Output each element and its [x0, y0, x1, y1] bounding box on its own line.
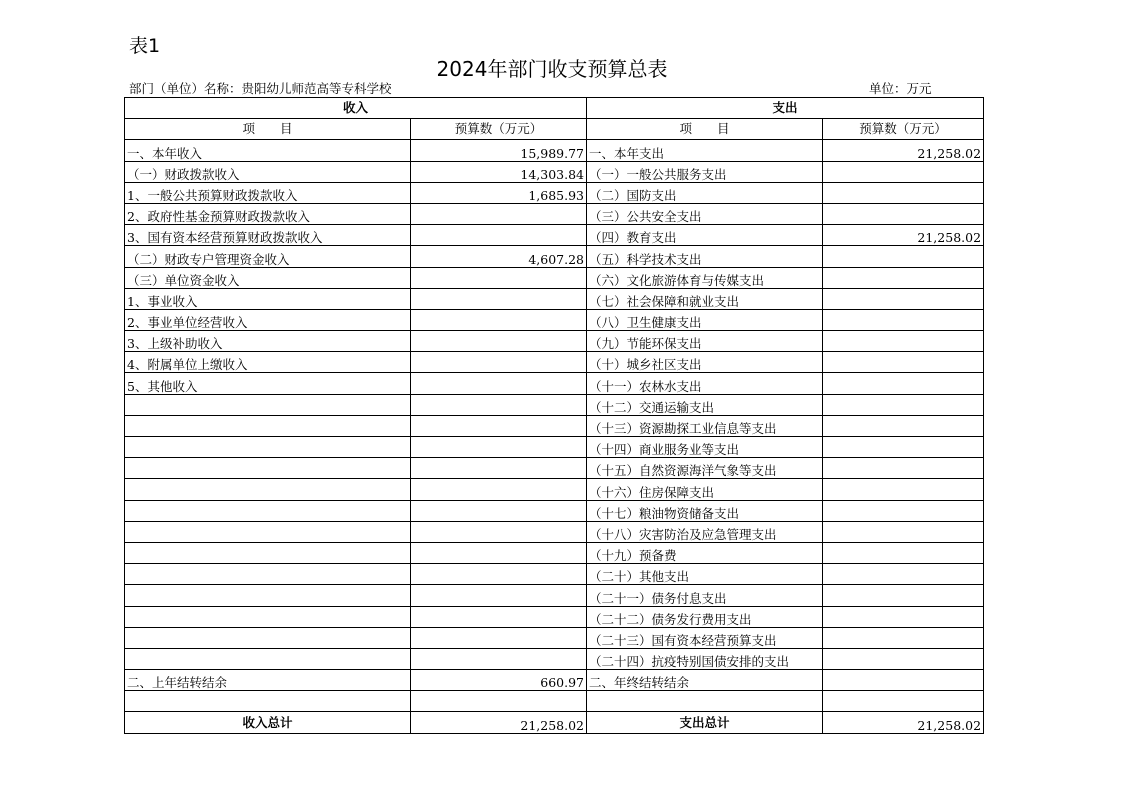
table-row — [125, 606, 984, 627]
income-item-cell: （二）财政专户管理资金收入 — [125, 246, 411, 267]
table-row — [125, 331, 984, 352]
expense-header: 支出 — [587, 98, 984, 119]
income-amount-cell: 4,607.28 — [411, 246, 587, 267]
section-header-row — [125, 98, 984, 119]
income-item-cell: 3、上级补助收入 — [125, 331, 411, 352]
expense-amount-cell — [823, 309, 984, 330]
table-row — [125, 542, 984, 563]
income-item-cell: 2、政府性基金预算财政拨款收入 — [125, 203, 411, 224]
table-row — [125, 394, 984, 415]
income-item-cell: （一）财政拨款收入 — [125, 161, 411, 182]
income-item-cell — [125, 585, 411, 606]
totals-row — [125, 712, 984, 733]
expense-amount-cell — [823, 331, 984, 352]
expense-amount-cell — [823, 203, 984, 224]
table-body — [125, 98, 984, 734]
table-row — [125, 564, 984, 585]
expense-amount-cell — [823, 670, 984, 691]
expense-item-cell: （二十四）抗疫特别国债安排的支出 — [587, 648, 823, 669]
table-row — [125, 648, 984, 669]
income-item-cell: 4、附属单位上缴收入 — [125, 352, 411, 373]
expense-amount-cell — [823, 373, 984, 394]
income-header: 收入 — [125, 98, 587, 119]
income-amount-cell — [411, 203, 587, 224]
expense-item-cell: （十）城乡社区支出 — [587, 352, 823, 373]
expense-amount-cell — [823, 585, 984, 606]
expense-item-cell: （五）科学技术支出 — [587, 246, 823, 267]
income-amount-cell — [411, 437, 587, 458]
table-row — [125, 140, 984, 161]
expense-item-cell: （十七）粮油物资储备支出 — [587, 500, 823, 521]
income-item-cell — [125, 564, 411, 585]
expense-item-cell: 一、本年支出 — [587, 140, 823, 161]
expense-item-cell: （二）国防支出 — [587, 182, 823, 203]
income-amount-cell — [411, 479, 587, 500]
income-item-cell: 1、一般公共预算财政拨款收入 — [125, 182, 411, 203]
table-row — [125, 585, 984, 606]
table-row — [125, 182, 984, 203]
expense-item-cell: （二十二）债务发行费用支出 — [587, 606, 823, 627]
expense-item-cell: （一）一般公共服务支出 — [587, 161, 823, 182]
income-item-cell — [125, 458, 411, 479]
income-item-cell: 5、其他收入 — [125, 373, 411, 394]
expense-amount-cell — [823, 246, 984, 267]
income-amount-cell: 14,303.84 — [411, 161, 587, 182]
expense-item-cell: （十九）预备费 — [587, 542, 823, 563]
income-amount-cell — [411, 627, 587, 648]
expense-amount-cell — [823, 161, 984, 182]
expense-amount-cell — [823, 627, 984, 648]
table-row — [125, 670, 984, 691]
income-amount-cell — [411, 267, 587, 288]
income-total-amount: 21,258.02 — [411, 712, 587, 733]
expense-item-cell: （八）卫生健康支出 — [587, 309, 823, 330]
income-amount-cell — [411, 521, 587, 542]
expense-item-cell: （十六）住房保障支出 — [587, 479, 823, 500]
income-amount-cell — [411, 458, 587, 479]
expense-amount-cell — [823, 691, 984, 712]
income-item-cell — [125, 691, 411, 712]
income-item-cell — [125, 627, 411, 648]
expense-item-cell: （二十一）债务付息支出 — [587, 585, 823, 606]
income-item-cell — [125, 606, 411, 627]
expense-amount-cell — [823, 648, 984, 669]
sheet-label: 表1 — [129, 35, 161, 57]
income-amount-cell — [411, 606, 587, 627]
expense-item-cell: （七）社会保障和就业支出 — [587, 288, 823, 309]
expense-item-cell: （四）教育支出 — [587, 225, 823, 246]
page-title: 2024年部门收支预算总表 — [436, 57, 668, 81]
table-row — [125, 437, 984, 458]
income-item-cell — [125, 648, 411, 669]
table-row — [125, 521, 984, 542]
expense-amount-cell: 21,258.02 — [823, 225, 984, 246]
table-row — [125, 479, 984, 500]
expense-item-cell — [587, 691, 823, 712]
expense-amount-cell — [823, 458, 984, 479]
expense-amount-cell — [823, 437, 984, 458]
income-amount-cell — [411, 225, 587, 246]
expense-item-header: 项 目 — [587, 119, 823, 140]
income-item-cell — [125, 437, 411, 458]
expense-total-amount: 21,258.02 — [823, 712, 984, 733]
expense-item-cell: 二、年终结转结余 — [587, 670, 823, 691]
expense-amount-cell — [823, 182, 984, 203]
expense-item-cell: （二十）其他支出 — [587, 564, 823, 585]
expense-item-cell: （十三）资源勘探工业信息等支出 — [587, 415, 823, 436]
income-amount-cell: 15,989.77 — [411, 140, 587, 161]
expense-amount-cell — [823, 479, 984, 500]
income-amount-cell — [411, 309, 587, 330]
income-amount-cell: 1,685.93 — [411, 182, 587, 203]
income-amount-cell — [411, 415, 587, 436]
income-amount-cell — [411, 542, 587, 563]
expense-item-cell: （二十三）国有资本经营预算支出 — [587, 627, 823, 648]
expense-amount-cell — [823, 606, 984, 627]
expense-amount-cell — [823, 500, 984, 521]
income-amount-cell — [411, 585, 587, 606]
expense-amount-cell — [823, 542, 984, 563]
expense-amount-cell — [823, 267, 984, 288]
income-item-cell — [125, 500, 411, 521]
table-row — [125, 267, 984, 288]
expense-item-cell: （十八）灾害防治及应急管理支出 — [587, 521, 823, 542]
table-row — [125, 691, 984, 712]
income-amount-cell — [411, 648, 587, 669]
expense-amount-header: 预算数（万元） — [823, 119, 984, 140]
income-total-label: 收入总计 — [125, 712, 411, 733]
table-row — [125, 373, 984, 394]
income-item-cell: 3、国有资本经营预算财政拨款收入 — [125, 225, 411, 246]
income-amount-cell — [411, 500, 587, 521]
table-row — [125, 161, 984, 182]
table-row — [125, 203, 984, 224]
budget-summary-table — [124, 97, 984, 734]
column-header-row — [125, 119, 984, 140]
income-amount-cell — [411, 331, 587, 352]
income-amount-cell — [411, 691, 587, 712]
expense-item-cell: （十五）自然资源海洋气象等支出 — [587, 458, 823, 479]
table-row — [125, 500, 984, 521]
expense-amount-cell — [823, 564, 984, 585]
expense-item-cell: （九）节能环保支出 — [587, 331, 823, 352]
income-amount-cell: 660.97 — [411, 670, 587, 691]
income-amount-cell — [411, 564, 587, 585]
expense-amount-cell: 21,258.02 — [823, 140, 984, 161]
income-amount-cell — [411, 288, 587, 309]
income-item-cell — [125, 415, 411, 436]
table-row — [125, 309, 984, 330]
department-name: 部门（单位）名称：贵阳幼儿师范高等专科学校 — [129, 81, 392, 96]
expense-item-cell: （三）公共安全支出 — [587, 203, 823, 224]
expense-amount-cell — [823, 352, 984, 373]
income-item-cell — [125, 521, 411, 542]
table-row — [125, 415, 984, 436]
income-item-cell: （三）单位资金收入 — [125, 267, 411, 288]
income-item-cell — [125, 394, 411, 415]
income-amount-cell — [411, 373, 587, 394]
income-item-cell: 一、本年收入 — [125, 140, 411, 161]
table-row — [125, 352, 984, 373]
income-item-cell — [125, 479, 411, 500]
income-item-cell: 1、事业收入 — [125, 288, 411, 309]
expense-item-cell: （六）文化旅游体育与传媒支出 — [587, 267, 823, 288]
income-item-header: 项 目 — [125, 119, 411, 140]
income-item-cell — [125, 542, 411, 563]
income-item-cell: 2、事业单位经营收入 — [125, 309, 411, 330]
expense-total-label: 支出总计 — [587, 712, 823, 733]
expense-amount-cell — [823, 288, 984, 309]
table-row — [125, 627, 984, 648]
table-row — [125, 246, 984, 267]
expense-item-cell: （十四）商业服务业等支出 — [587, 437, 823, 458]
table-row — [125, 288, 984, 309]
unit-label: 单位：万元 — [869, 81, 932, 96]
expense-amount-cell — [823, 415, 984, 436]
expense-amount-cell — [823, 521, 984, 542]
table-row — [125, 458, 984, 479]
income-amount-header: 预算数（万元） — [411, 119, 587, 140]
expense-amount-cell — [823, 394, 984, 415]
income-amount-cell — [411, 352, 587, 373]
table-row — [125, 225, 984, 246]
income-amount-cell — [411, 394, 587, 415]
income-item-cell: 二、上年结转结余 — [125, 670, 411, 691]
expense-item-cell: （十二）交通运输支出 — [587, 394, 823, 415]
expense-item-cell: （十一）农林水支出 — [587, 373, 823, 394]
